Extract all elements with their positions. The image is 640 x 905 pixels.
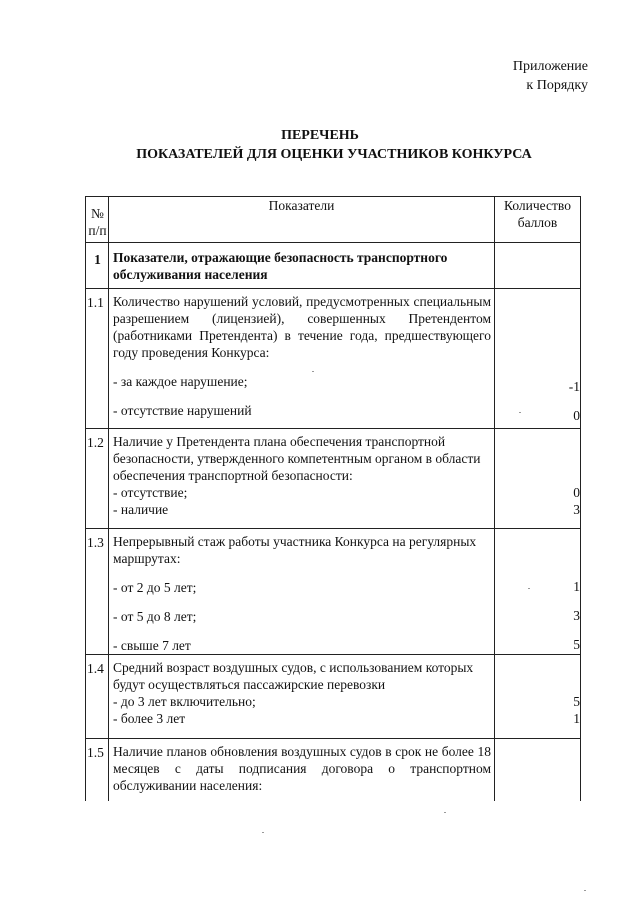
option-points: -1: [568, 379, 580, 394]
header-points-line-2: баллов: [517, 215, 558, 230]
scan-speck: [519, 412, 521, 413]
header-points-line-1: Количество: [504, 198, 571, 213]
option-label: - отсутствие;: [113, 485, 188, 500]
row-num: 1.3: [86, 529, 109, 655]
title-line-2: ПОКАЗАТЕЛЕЙ ДЛЯ ОЦЕНКИ УЧАСТНИКОВ КОНКУРСА: [136, 147, 532, 162]
header-num: [86, 197, 109, 243]
scan-speck: [584, 890, 586, 891]
appendix-note: [513, 57, 588, 95]
option-label: - за каждое нарушение;: [113, 374, 248, 389]
header-num-line-2: п/п: [88, 223, 107, 238]
row-text: [109, 529, 495, 655]
header-indicators: Показатели: [109, 197, 495, 243]
row-description: Количество нарушений условий, предусмотренных специальным разрешением (лицензией), совершенных Претендентом (работниками Претендента) в течение года, предшествующего году проведения Конкурса:: [113, 294, 491, 360]
table-row: [86, 243, 581, 289]
row-num: 1: [86, 243, 109, 289]
header-num-line-1: №: [91, 206, 104, 221]
row-points: [495, 243, 581, 289]
option-points: 1: [573, 711, 580, 726]
option-points: 3: [573, 608, 580, 623]
table-row: [86, 739, 581, 801]
table-row: [86, 655, 581, 739]
row-description: Средний возраст воздушных судов, с использованием которых будут осуществляться пассажирские перевозки: [113, 660, 474, 692]
row-points: [495, 655, 581, 739]
table-row: [86, 529, 581, 655]
row-num: 1.5: [86, 739, 109, 801]
row-description: Наличие у Претендента плана обеспечения транспортной безопасности, утвержденного компетентным органом в области обеспечения транспортной безопасности:: [113, 434, 481, 483]
row-points: [495, 529, 581, 655]
row-text: [109, 655, 495, 739]
row-points: [495, 289, 581, 429]
option-points: 5: [573, 694, 580, 709]
row-description: Непрерывный стаж работы участника Конкурса на регулярных маршрутах:: [113, 534, 477, 566]
table-header-row: [86, 197, 581, 243]
option-label: - более 3 лет: [113, 711, 186, 726]
header-points: [495, 197, 581, 243]
appendix-line-2: к Порядку: [526, 78, 588, 93]
scan-speck: [528, 588, 530, 589]
row-num: 1.4: [86, 655, 109, 739]
option-label: - отсутствие нарушений: [113, 403, 252, 418]
row-text: [109, 289, 495, 429]
title-line-1: ПЕРЕЧЕНЬ: [281, 128, 359, 143]
option-points: 5: [573, 637, 580, 652]
row-text: [109, 739, 495, 801]
row-num: 1.2: [86, 429, 109, 529]
option-label: - свыше 7 лет: [113, 638, 191, 653]
indicators-table: [85, 196, 581, 801]
option-label: - наличие: [113, 502, 169, 517]
row-points: [495, 739, 581, 801]
table-row: [86, 429, 581, 529]
document-title: [0, 126, 640, 164]
scan-speck: [312, 371, 314, 372]
table-row: [86, 289, 581, 429]
option-points: 0: [573, 485, 580, 500]
row-description: Наличие планов обновления воздушных судов в срок не более 18 месяцев с даты подписания договора о транспортном обслуживании населения:: [113, 744, 491, 793]
option-points: 1: [573, 579, 580, 594]
option-points: 3: [573, 502, 580, 517]
scan-speck: [444, 812, 446, 813]
option-label: - от 5 до 8 лет;: [113, 609, 197, 624]
row-points: [495, 429, 581, 529]
appendix-line-1: Приложение: [512, 59, 588, 74]
scan-speck: [262, 832, 264, 833]
option-label: - от 2 до 5 лет;: [113, 580, 197, 595]
row-text: [109, 429, 495, 529]
option-label: - до 3 лет включительно;: [113, 694, 256, 709]
row-num: 1.1: [86, 289, 109, 429]
row-text: Показатели, отражающие безопасность транспортного обслуживания населения: [109, 243, 495, 289]
option-points: 0: [573, 408, 580, 423]
